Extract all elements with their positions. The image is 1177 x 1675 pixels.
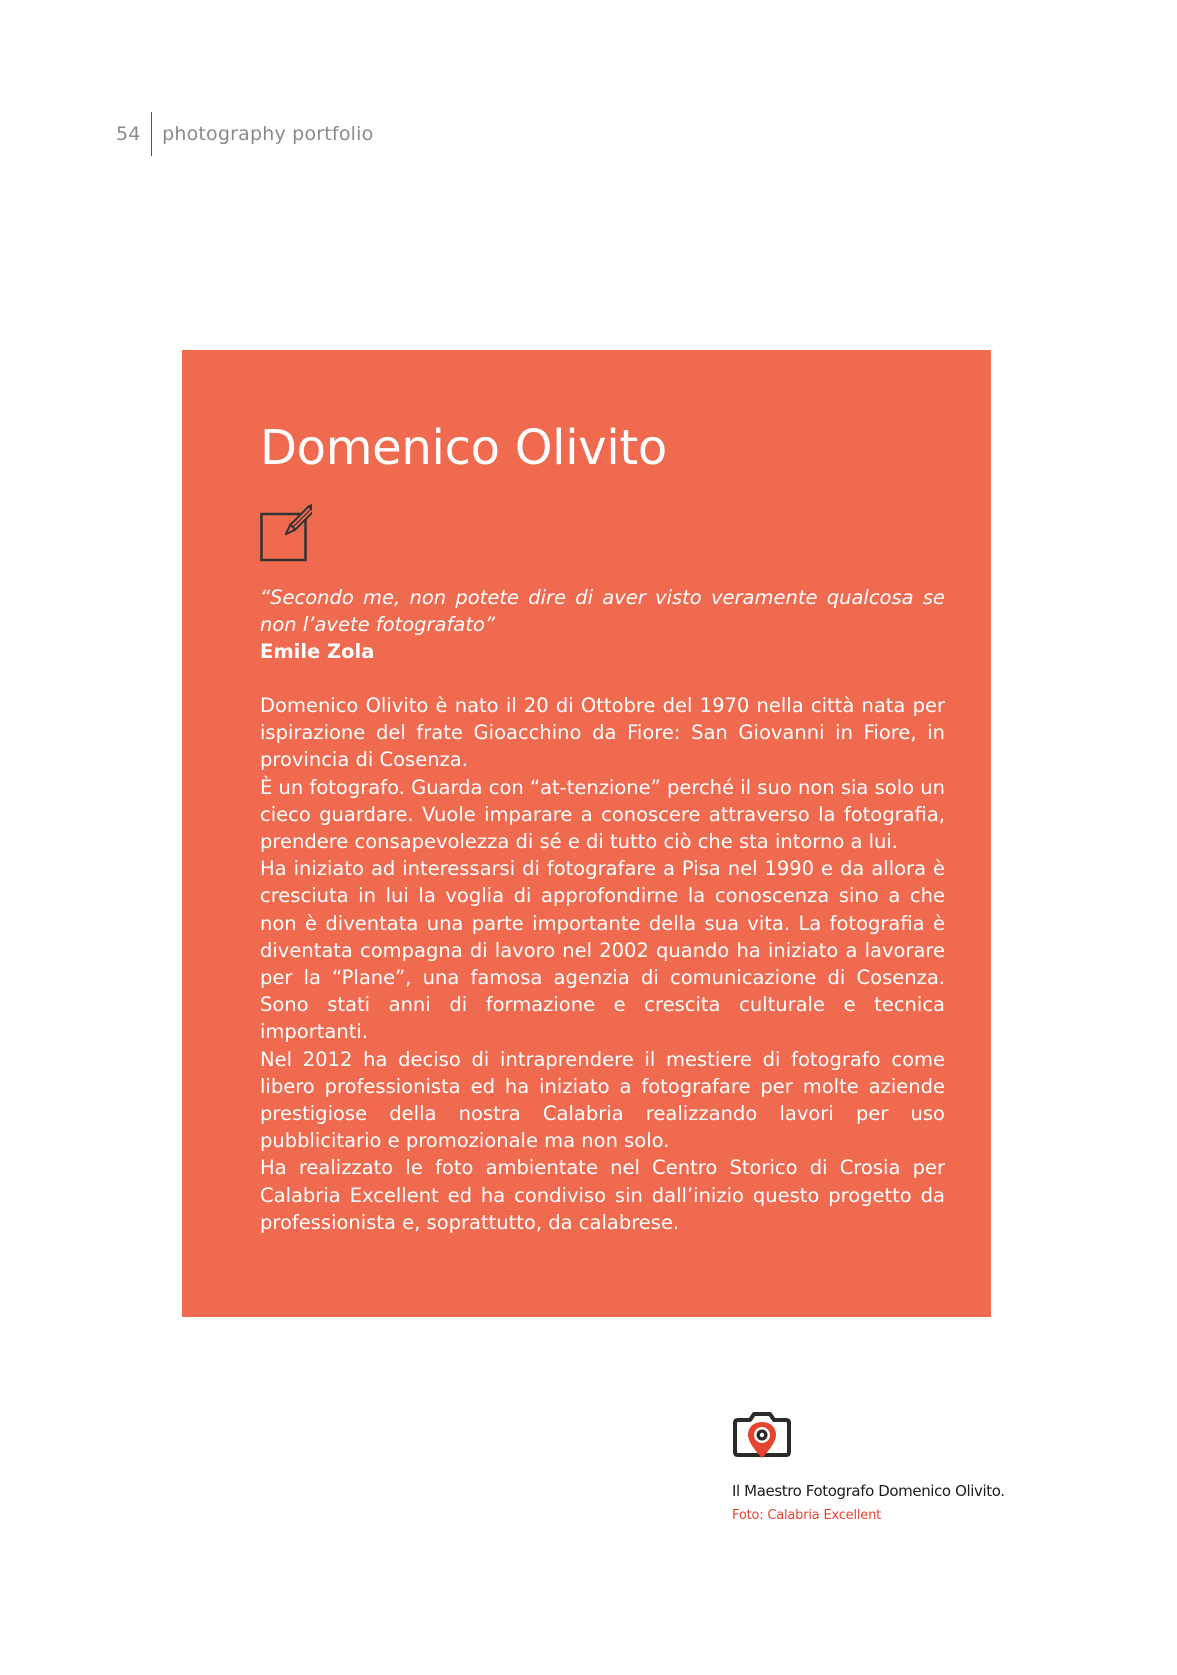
- biography-text: [260, 692, 945, 1236]
- article-title: Domenico Olivito: [260, 420, 667, 476]
- photo-source: Foto: Calabria Excellent: [732, 1508, 882, 1523]
- bio-paragraph: Nel 2012 ha deciso di intraprendere il mestiere di fotografo come libero professionista ed ha iniziato a fotografare per molte aziende prestigiose della nostra Calabria realizzando lavori per uso pubblicitario e promozionale ma non solo.: [260, 1047, 945, 1153]
- bio-paragraph: Ha realizzato le foto ambientate nel Centro Storico di Crosia per Calabria Excellent ed ha condiviso sin dall’inizio questo progetto da professionista e, soprattutto, da calabrese.: [260, 1156, 945, 1234]
- photo-credit: [732, 1408, 1062, 1526]
- running-head: [116, 112, 373, 156]
- quote-text: “Secondo me, non potete dire di aver visto veramente qualcosa se non l’avete fotografato”: [260, 586, 945, 636]
- section-title: photography portfolio: [162, 123, 374, 145]
- biography-panel: [182, 350, 991, 1317]
- pencil-icon: [260, 500, 312, 564]
- bio-paragraph: Ha iniziato ad interessarsi di fotografare a Pisa nel 1990 e da allora è cresciuta in lui la voglia di approfondirne la conoscenza sino a che non è diventata una parte importante della sua vita. La fotografia è diventata compagna di lavoro nel 2002 quando ha iniziato a lavorare per la “Plane”, una famosa agenzia di comunicazione di Cosenza. Sono stati anni di formazione e crescita culturale e tecnica importanti.: [260, 857, 945, 1044]
- page-number: 54: [116, 123, 141, 145]
- header-divider: [151, 112, 153, 156]
- camera-location-icon: [732, 1408, 792, 1460]
- bio-paragraph: Domenico Olivito è nato il 20 di Ottobre del 1970 nella città nata per ispirazione del frate Gioacchino da Fiore: San Giovanni in Fiore, in provincia di Cosenza.: [260, 694, 945, 772]
- bio-paragraph: È un fotografo. Guarda con “at-tenzione” perché il suo non sia solo un cieco guardare. Vuole imparare a conoscere attraverso la fotografia, prendere consapevolezza di sé e di tutto ciò che sta intorno a lui.: [260, 775, 945, 854]
- quote-author: Emile Zola: [260, 640, 375, 663]
- photo-caption: Il Maestro Fotografo Domenico Olivito.: [732, 1482, 1005, 1500]
